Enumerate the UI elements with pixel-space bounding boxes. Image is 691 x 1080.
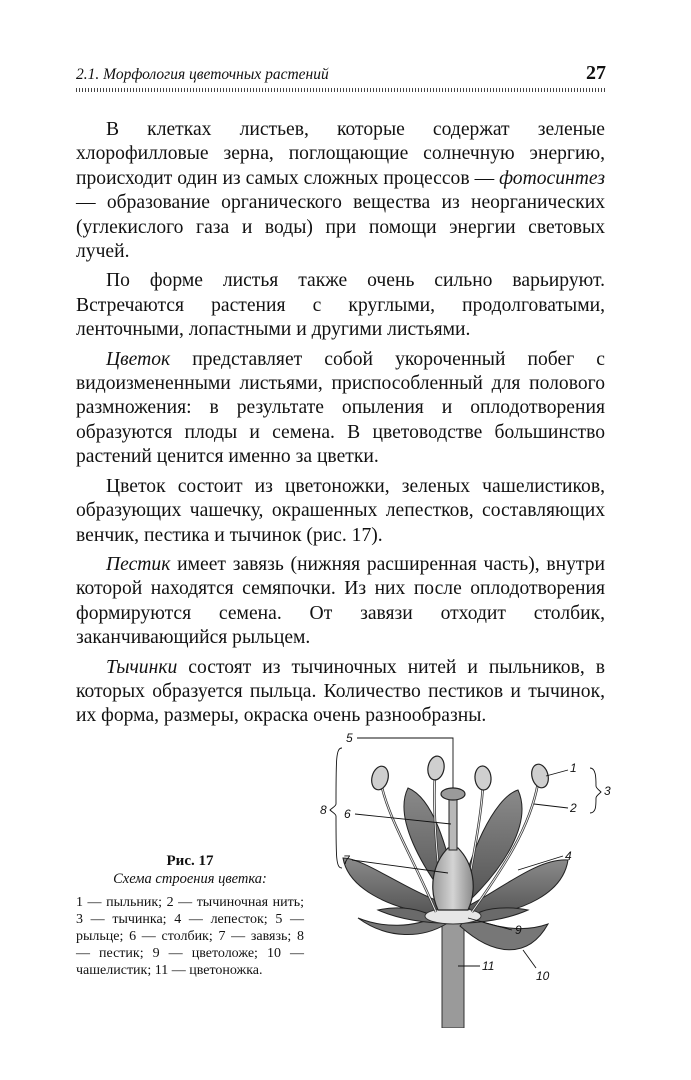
anther-2 (426, 755, 446, 781)
paragraph-1-text-end: — образование органического вещества из неорганических (углекислого газа и воды) при помощи энергии световых лучей. (76, 192, 605, 263)
header-rule (76, 88, 606, 92)
paragraph-1 (76, 118, 605, 264)
body-text (76, 118, 605, 734)
paragraph-1-text: В клетках листьев, которые содержат зеленые хлорофилловые зерна, поглощающие солнечную энергию, происходит один из самых сложных процессов — (76, 119, 605, 189)
paragraph-2-text: По форме листья также очень сильно варьируют. Встречаются растения с круглыми, продолговатыми, ленточными, лопастными и другими листьями. (76, 270, 605, 341)
paragraph-6-text: состоят из тычиночных нитей и пыльников, в которых образуется пыльца. Количество пестиков и тычинок, их форма, размеры, окраска очень разнообразны. (76, 656, 605, 727)
paragraph-4 (76, 475, 605, 548)
paragraph-6-term: Тычинки (106, 656, 178, 678)
figure-title: Рис. 17 (166, 853, 214, 869)
label-3: 3 (604, 784, 611, 798)
paragraph-5-term: Пестик (106, 553, 171, 575)
label-10: 10 (536, 969, 550, 983)
paragraph-6 (76, 656, 605, 729)
label-11: 11 (482, 959, 495, 973)
paragraph-3-term: Цветок (106, 348, 171, 370)
paragraph-4-text: Цветок состоит из цветоножки, зеленых чашелистиков, образующих чашечку, окрашенных лепестков, составляющих венчик, пестика и тычинок (рис. 17). (76, 475, 605, 546)
figure-caption (76, 852, 304, 979)
paragraph-2 (76, 269, 605, 342)
figure-subtitle: Схема строения цветка: (113, 871, 267, 887)
label-9: 9 (515, 923, 522, 937)
label-1: 1 (570, 761, 577, 775)
page-header (76, 62, 606, 92)
label-6: 6 (344, 807, 351, 821)
label-8: 8 (320, 803, 327, 817)
peduncle (442, 918, 464, 1028)
label-4: 4 (565, 849, 572, 863)
figure-legend: 1 — пыльник; 2 — тычиночная нить; 3 — тычинка; 4 — лепесток; 5 — рыльце; 6 — столбик; 7 — завязь; 8 — пестик; 9 — цветоложе; 10 — чашелистик; 11 — цветоножка. (76, 895, 304, 978)
leader-lines (330, 738, 601, 968)
label-7: 7 (343, 853, 350, 867)
anther-3 (474, 765, 492, 790)
running-title: 2.1. Морфология цветочных растений (76, 66, 329, 83)
label-2: 2 (570, 801, 577, 815)
anther-1 (369, 764, 391, 791)
label-5: 5 (346, 731, 353, 745)
paragraph-5 (76, 553, 605, 651)
flower-diagram (318, 728, 618, 1028)
paragraph-5-text: имеет завязь (нижняя расширенная часть), внутри которой находятся семяпочки. Из них после оплодотворения формируются семена. От завязи отходит столбик, заканчивающийся рыльцем. (76, 553, 605, 649)
paragraph-3 (76, 348, 605, 470)
paragraph-1-term: фотосинтез (499, 167, 605, 189)
paragraph-3-text: представляет собой укороченный побег с видоизмененными листьями, приспособленный для полового размножения: в результате опыления и оплодотворения образуются плоды и семена. В цветоводстве большинство растений ценится именно за цветки. (76, 348, 605, 468)
flower-illustration (318, 728, 618, 1028)
stigma (441, 788, 465, 800)
page-number: 27 (586, 62, 606, 84)
